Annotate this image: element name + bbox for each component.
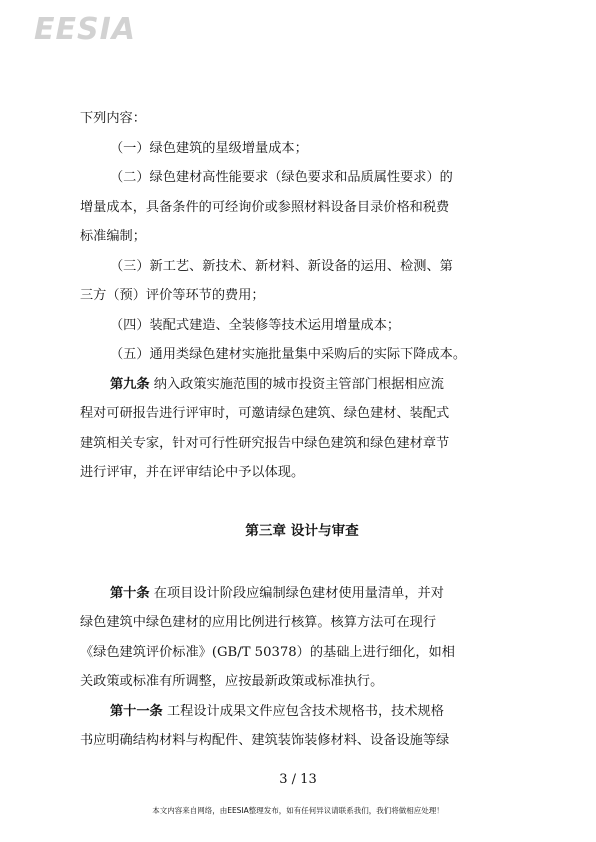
spacer xyxy=(80,488,524,518)
article-11-text: 工程设计成果文件应包含技术规格书，技术规格 xyxy=(166,703,444,719)
list-item-2: （二）绿色建材高性能要求（绿色要求和品质属性要求）的 xyxy=(110,170,453,185)
list-item-2-cont: 标准编制； xyxy=(80,229,146,244)
article-10-text: 在项目设计阶段应编制绿色建材使用量清单，并对 xyxy=(153,585,444,601)
article-10-line: 《绿色建筑评价标准》(GB/T 50378）的基础上进行细化，如相 xyxy=(80,644,455,660)
list-item-3-cont: 三方（预）评价等环节的费用； xyxy=(80,288,265,303)
article-9-label: 第九条 xyxy=(110,376,150,392)
article-9-first-line xyxy=(80,370,524,400)
footer-note: 本文内容来自网络，由EESIA整理发布，如有任何异议请联系我们，我们将做相应处理！ xyxy=(152,806,444,815)
article-10-label: 第十条 xyxy=(110,585,150,601)
chapter-title: 第三章 设计与审查 xyxy=(245,523,359,539)
spacer xyxy=(80,547,524,579)
list-item-4: （四）装配式建造、全装修等技术运用增量成本； xyxy=(110,317,401,333)
article-9-line: 程对可研报告进行评审时，可邀请绿色建筑、绿色建材、装配式 xyxy=(80,406,450,421)
article-11-line: 书应明确结构材料与构配件、建筑装饰装修材料、设备设施等绿 xyxy=(80,733,450,748)
article-9-line: 进行评审，并在评审结论中予以体现。 xyxy=(80,465,305,480)
paragraph-line: 下列内容： xyxy=(80,111,146,126)
list-item-3: （三）新工艺、新技术、新材料、新设备的运用、检测、第 xyxy=(110,258,453,274)
list-item-1: （一）绿色建筑的星级增量成本； xyxy=(110,140,308,156)
article-10-line: 绿色建筑中绿色建材的应用比例进行核算。核算方法可在现行 xyxy=(80,615,437,630)
eesia-logo: EESIA xyxy=(34,12,136,47)
list-item-5: （五）通用类绿色建材实施批量集中采购后的实际下降成本。 xyxy=(110,347,467,362)
list-item-2-cont: 增量成本，具备条件的可经询价或参照材料设备目录价格和税费 xyxy=(80,199,450,215)
page-number: 3 / 13 xyxy=(279,772,317,787)
article-10-line: 关政策或标准有所调整，应按最新政策或标准执行。 xyxy=(80,674,384,689)
article-10-first-line xyxy=(80,579,524,609)
article-9-text: 纳入政策实施范围的城市投资主管部门根据相应流 xyxy=(153,376,444,392)
document-body xyxy=(80,104,524,756)
article-11-label: 第十一条 xyxy=(110,703,163,719)
article-9-line: 建筑相关专家，针对可行性研究报告中绿色建筑和绿色建材章节 xyxy=(80,435,450,451)
article-11-first-line xyxy=(80,697,524,727)
